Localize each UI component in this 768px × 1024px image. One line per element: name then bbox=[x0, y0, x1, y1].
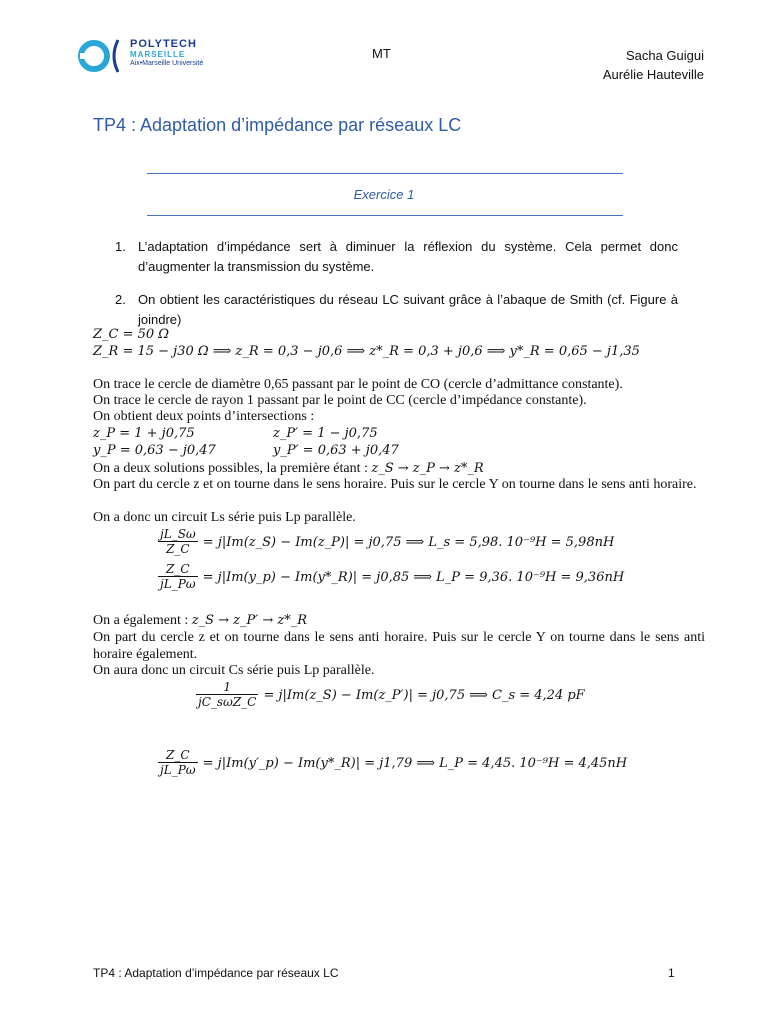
list-item-number: 2. bbox=[115, 292, 126, 307]
exercise-title: Exercice 1 bbox=[353, 187, 415, 202]
fraction bbox=[158, 562, 198, 591]
paragraph-4-text: On a deux solutions possibles, la première étant : bbox=[93, 461, 368, 476]
paragraph-1: On trace le cercle de diamètre 0,65 passant par le point de CO (cercle d’admittance constante). bbox=[93, 377, 623, 392]
equation-rhs: = j|Im(y_p) − Im(y*_R)| = j0,85 ⟹ L_P = 9,36. 10⁻⁹H = 9,36nH bbox=[202, 570, 625, 585]
fraction-denominator: jC_sωZ_C bbox=[198, 695, 257, 709]
fraction bbox=[158, 748, 198, 777]
fraction-denominator: jL_Pω bbox=[160, 577, 196, 591]
equation-yp-prime: y_P′ = 0,63 + j0,47 bbox=[273, 443, 399, 458]
paragraph-3: On obtient deux points d’intersections : bbox=[93, 409, 315, 424]
fraction-numerator: Z_C bbox=[158, 748, 198, 763]
page-number: 1 bbox=[668, 966, 675, 980]
equation-yp: y_P = 0,63 − j0,47 bbox=[93, 443, 216, 458]
equation-zr: Z_R = 15 − j30 Ω ⟹ z_R = 0,3 − j0,6 ⟹ z*_R = 0,3 + j0,6 ⟹ y*_R = 0,65 − j1,35 bbox=[93, 344, 640, 359]
list-item-number: 1. bbox=[115, 239, 126, 254]
fraction-numerator: jL_Sω bbox=[160, 527, 196, 541]
author-2: Aurélie Hauteville bbox=[602, 67, 704, 82]
equation-zc: Z_C = 50 Ω bbox=[93, 327, 170, 342]
fraction-numerator: Z_C bbox=[158, 562, 198, 577]
author-1: Sacha Guigui bbox=[625, 48, 704, 63]
logo-name: POLYTECH bbox=[130, 38, 197, 50]
paragraph-5: On part du cercle z et on tourne dans le sens horaire. Puis sur le cercle Y on tourne dans le sens anti horaire. bbox=[93, 477, 697, 492]
divider-top bbox=[147, 173, 623, 174]
paragraph-4 bbox=[93, 460, 484, 477]
paragraph-7 bbox=[93, 612, 307, 629]
list-item-text: On obtient les caractéristiques du réseau LC suivant grâce à l’abaque de Smith (cf. Figure à joindre) bbox=[138, 292, 678, 327]
paragraph-8: On part du cercle z et on tourne dans le sens anti horaire. Puis sur le cercle Y on tourne dans le sens anti horaire également. bbox=[93, 630, 705, 662]
list-item-text: L’adaptation d’impédance sert à diminuer la réflexion du système. Cela permet donc d’augmenter la transmission du système. bbox=[138, 239, 678, 274]
header-authors bbox=[603, 46, 704, 84]
equation-lp-2 bbox=[158, 748, 627, 777]
list-item-1 bbox=[115, 237, 678, 279]
equation-zp: z_P = 1 + j0,75 bbox=[93, 426, 195, 441]
equation-rhs: = j|Im(z_S) − Im(z_P)| = j0,75 ⟹ L_s = 5,98. 10⁻⁹H = 5,98nH bbox=[202, 535, 615, 550]
logo-university: Aix•Marseille Université bbox=[130, 60, 204, 67]
fraction bbox=[196, 680, 258, 709]
equation-rhs: = j|Im(y′_p) − Im(y*_R)| = j1,79 ⟹ L_P = 4,45. 10⁻⁹H = 4,45nH bbox=[202, 756, 628, 771]
equation-cs bbox=[196, 680, 585, 709]
equation-zp-prime: z_P′ = 1 − j0,75 bbox=[273, 426, 378, 441]
fraction-denominator: jL_Pω bbox=[160, 763, 196, 777]
paragraph-2: On trace le cercle de rayon 1 passant par le point de CC (cercle d’impédance constante). bbox=[93, 393, 587, 408]
header-center: MT bbox=[372, 46, 391, 61]
fraction-numerator: 1 bbox=[196, 680, 258, 695]
document-title: TP4 : Adaptation d’impédance par réseaux LC bbox=[93, 115, 462, 135]
fraction-denominator: Z_C bbox=[166, 542, 190, 556]
fraction bbox=[158, 527, 198, 556]
paragraph-7-text: On a également : bbox=[93, 613, 189, 628]
equation-lp-1 bbox=[158, 562, 624, 591]
paragraph-9: On aura donc un circuit Cs série puis Lp parallèle. bbox=[93, 663, 375, 678]
divider-bottom bbox=[147, 215, 623, 216]
solution-2-path: z_S → z_P′ → z*_R bbox=[191, 613, 308, 628]
equation-rhs: = j|Im(z_S) − Im(z_P′)| = j0,75 ⟹ C_s = 4,24 pF bbox=[263, 688, 585, 703]
logo-city: MARSEILLE bbox=[130, 50, 186, 59]
equation-ls bbox=[158, 527, 614, 556]
solution-1-path: z_S → z_P → z*_R bbox=[371, 461, 484, 476]
paragraph-6: On a donc un circuit Ls série puis Lp parallèle. bbox=[93, 510, 356, 525]
footer-title: TP4 : Adaptation d’impédance par réseaux LC bbox=[93, 966, 339, 980]
list-item-2 bbox=[115, 290, 678, 332]
